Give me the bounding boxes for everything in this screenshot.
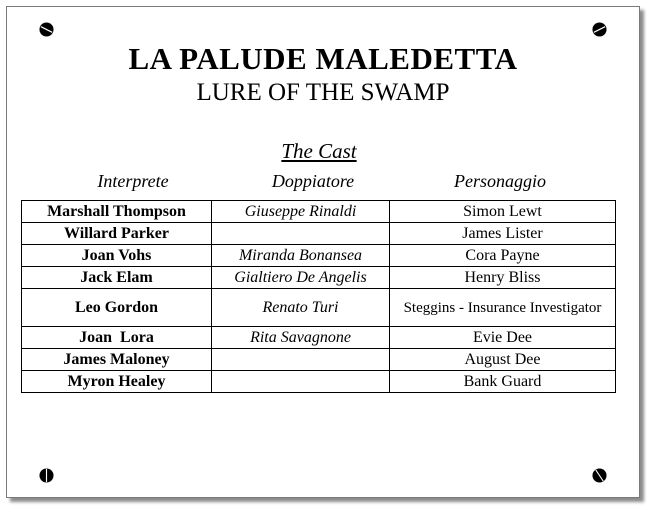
column-header-character: Personaggio — [454, 171, 546, 191]
actor-cell: Leo Gordon — [22, 289, 212, 327]
character-cell: James Lister — [390, 223, 616, 245]
actor-cell: Myron Healey — [22, 371, 212, 393]
cast-heading: The Cast — [281, 139, 357, 163]
dubber-cell: Giuseppe Rinaldi — [212, 201, 390, 223]
actor-cell: Joan Lora — [22, 327, 212, 349]
actor-cell: Joan Vohs — [22, 245, 212, 267]
character-cell: Cora Payne — [390, 245, 616, 267]
character-cell: Evie Dee — [390, 327, 616, 349]
character-cell: Simon Lewt — [390, 201, 616, 223]
dubber-cell — [212, 371, 390, 393]
table-row — [22, 223, 616, 245]
film-title: LA PALUDE MALEDETTA — [128, 41, 518, 76]
character-cell: Henry Bliss — [390, 267, 616, 289]
table-row — [22, 245, 616, 267]
table-row — [22, 327, 616, 349]
character-cell: August Dee — [390, 349, 616, 371]
cast-table — [21, 200, 616, 393]
dubber-cell: Miranda Bonansea — [212, 245, 390, 267]
screw-icon — [39, 468, 54, 483]
actor-cell: Marshall Thompson — [22, 201, 212, 223]
table-row — [22, 289, 616, 327]
column-header-actor: Interprete — [97, 171, 169, 191]
cast-plate — [6, 6, 640, 498]
character-cell: Steggins - Insurance Investigator — [390, 289, 616, 327]
actor-cell: Willard Parker — [22, 223, 212, 245]
table-row — [22, 201, 616, 223]
film-subtitle: LURE OF THE SWAMP — [196, 79, 450, 106]
dubber-cell — [212, 223, 390, 245]
table-row — [22, 371, 616, 393]
dubber-cell: Renato Turi — [212, 289, 390, 327]
dubber-cell: Rita Savagnone — [212, 327, 390, 349]
screw-icon — [592, 468, 607, 483]
table-row — [22, 267, 616, 289]
screw-icon — [39, 22, 54, 37]
actor-cell: James Maloney — [22, 349, 212, 371]
dubber-cell: Gialtiero De Angelis — [212, 267, 390, 289]
character-cell: Bank Guard — [390, 371, 616, 393]
actor-cell: Jack Elam — [22, 267, 212, 289]
screw-icon — [592, 22, 607, 37]
dubber-cell — [212, 349, 390, 371]
table-row — [22, 349, 616, 371]
column-header-dubber: Doppiatore — [271, 171, 355, 191]
